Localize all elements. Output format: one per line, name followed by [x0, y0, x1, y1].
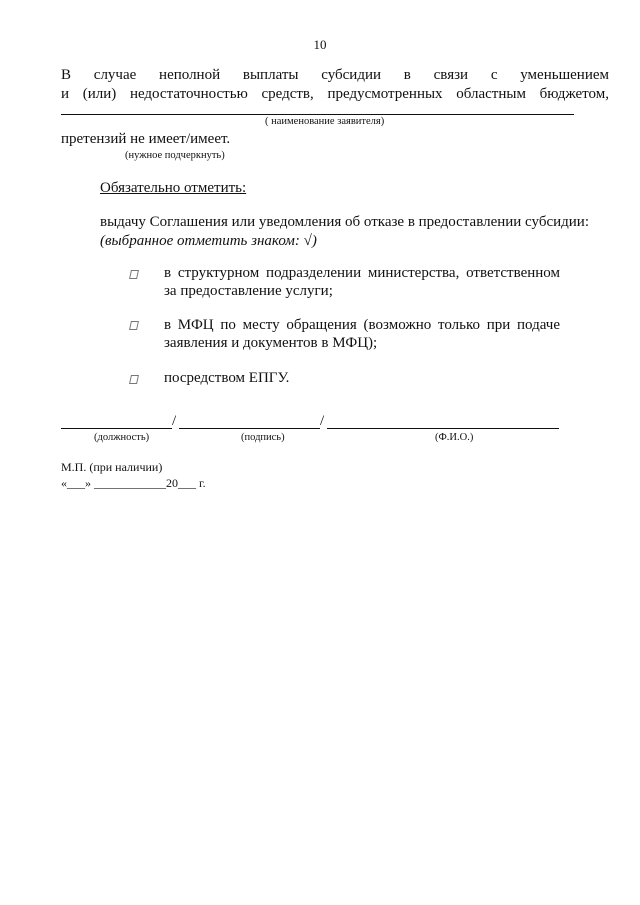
- stamp-line: М.П. (при наличии): [61, 460, 163, 474]
- date-line: «___» ____________20___ г.: [61, 476, 206, 490]
- option-mfc-line-1: в МФЦ по месту обращения (возможно только при подаче: [164, 317, 560, 333]
- option-checkbox-mfc[interactable]: [129, 321, 139, 330]
- must-note-heading: Обязательно отметить:: [100, 180, 247, 196]
- underline-hint: (нужное подчеркнуть): [125, 150, 225, 161]
- mark-hint: (выбранное отметить знаком: √): [100, 233, 317, 249]
- issuance-line: выдачу Соглашения или уведомления об отказе в предоставлении субсидии:: [100, 214, 589, 230]
- page-number: 10: [313, 37, 327, 52]
- option-ministry-line-1: в структурном подразделении министерства, ответственном: [164, 265, 560, 281]
- option-checkbox-epgu[interactable]: [129, 375, 139, 384]
- full-name-caption: (Ф.И.О.): [435, 432, 474, 443]
- signature-separator-1: /: [172, 413, 177, 429]
- option-ministry-line-2: за предоставление услуги;: [164, 283, 333, 299]
- option-mfc-line-2: заявления и документов в МФЦ);: [164, 335, 378, 351]
- position-line[interactable]: [61, 428, 172, 429]
- option-epgu-line-1: посредством ЕПГУ.: [164, 370, 290, 386]
- signature-line[interactable]: [179, 428, 320, 429]
- applicant-name-line: [61, 114, 574, 115]
- signature-caption: (подпись): [241, 432, 285, 443]
- paragraph-line-2: и (или) недостаточностью средств, предусмотренных областным бюджетом,: [61, 86, 609, 102]
- option-checkbox-ministry[interactable]: [129, 270, 139, 279]
- full-name-line[interactable]: [327, 428, 559, 429]
- paragraph-line-1: В случае неполной выплаты субсидии в связи с уменьшением: [61, 67, 609, 83]
- position-caption: (должность): [94, 432, 150, 443]
- claims-line: претензий не имеет/имеет.: [61, 131, 231, 147]
- signature-separator-2: /: [320, 413, 325, 429]
- applicant-caption: ( наименование заявителя): [265, 116, 385, 127]
